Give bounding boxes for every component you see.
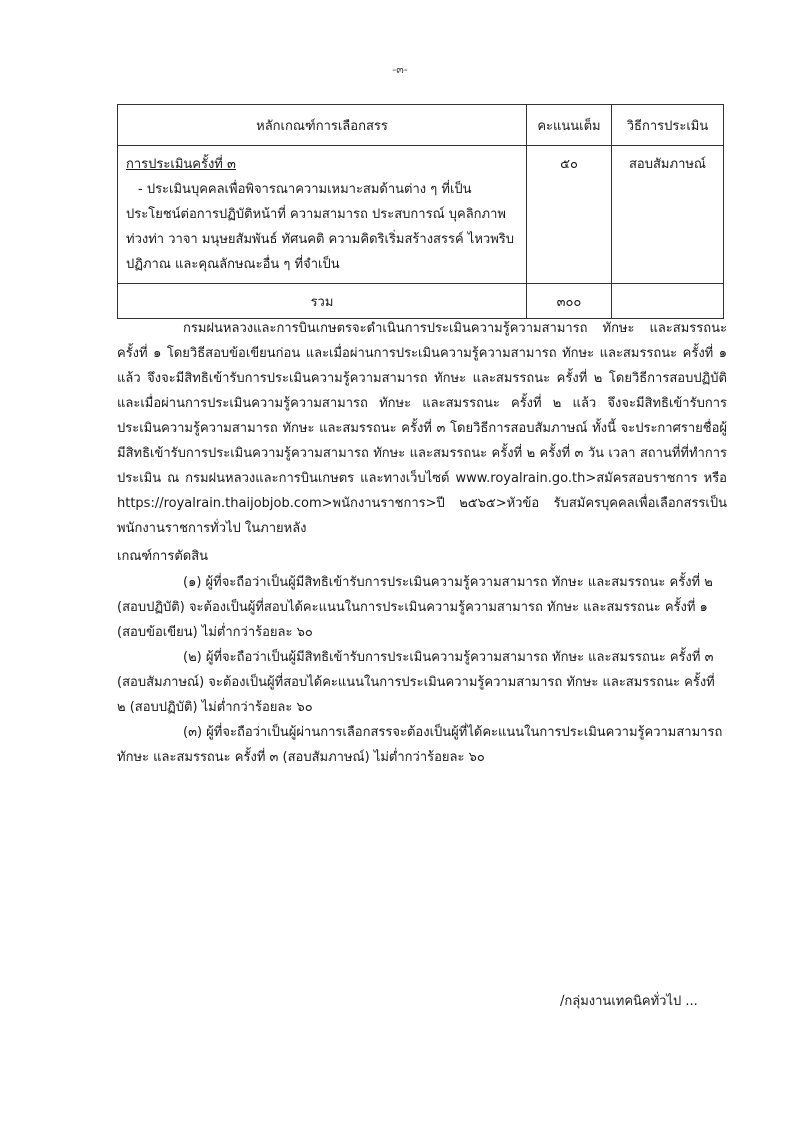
- round-title: การประเมินครั้งที่ ๓: [126, 157, 236, 172]
- total-label: รวม: [118, 284, 527, 319]
- round-description: - ประเมินบุคคลเพื่อพิจารณาความเหมาะสมด้านต่าง ๆ ที่เป็นประโยชน์ต่อการปฏิบัติหน้าที่ ความสามารถ ประสบการณ์ บุคลิกภาพ ท่วงท่า วาจา มนุษยสัมพันธ์ ทัศนคติ ความคิดริเริ่มสร้างสรรค์ ไหวพริบ ปฏิภาณ และคุณลักษณะอื่น ๆ ที่จำเป็น: [126, 182, 515, 272]
- table-header-row: [118, 105, 724, 146]
- total-method: [612, 284, 724, 319]
- score-value: ๕๐: [560, 157, 578, 172]
- continuation-marker: /กลุ่มงานเทคนิคทั่วไป ...: [560, 994, 698, 1009]
- method-cell: [612, 146, 724, 284]
- criteria-list: [117, 570, 727, 770]
- score-cell: [527, 146, 612, 284]
- header-full-score: คะแนนเต็ม: [527, 105, 612, 146]
- criteria-item-1: (๑) ผู้ที่จะถือว่าเป็นผู้มีสิทธิเข้ารับการประเมินความรู้ความสามารถ ทักษะ และสมรรถนะ ครั้งที่ ๒ (สอบปฏิบัติ) จะต้องเป็นผู้ที่สอบได้คะแนนในการประเมินความรู้ความสามารถ ทักษะ และสมรรถนะ ครั้งที่ ๑ (สอบข้อเขียน) ไม่ต่ำกว่าร้อยละ ๖๐: [117, 575, 713, 640]
- criteria-cell: [118, 146, 527, 284]
- method-value: สอบสัมภาษณ์: [629, 157, 706, 172]
- criteria-item-3: (๓) ผู้ที่จะถือว่าเป็นผู้ผ่านการเลือกสรรจะต้องเป็นผู้ที่ได้คะแนนในการประเมินความรู้ความสามารถ ทักษะ และสมรรถนะ ครั้งที่ ๓ (สอบสัมภาษณ์) ไม่ต่ำกว่าร้อยละ ๖๐: [117, 725, 723, 765]
- header-criteria: หลักเกณฑ์การเลือกสรร: [118, 105, 527, 146]
- criteria-heading: เกณฑ์การตัดสิน: [117, 549, 209, 564]
- header-method: วิธีการประเมิน: [612, 105, 724, 146]
- criteria-item-2: (๒) ผู้ที่จะถือว่าเป็นผู้มีสิทธิเข้ารับการประเมินความรู้ความสามารถ ทักษะ และสมรรถนะ ครั้งที่ ๓ (สอบสัมภาษณ์) จะต้องเป็นผู้ที่สอบได้คะแนนในการประเมินความรู้ความสามารถ ทักษะ และสมรรถนะ ครั้งที่ ๒ (สอบปฏิบัติ) ไม่ต่ำกว่าร้อยละ ๖๐: [117, 650, 715, 715]
- procedure-paragraph: กรมฝนหลวงและการบินเกษตรจะดำเนินการประเมินความรู้ความสามารถ ทักษะ และสมรรถนะ ครั้งที่ ๑ โดยวิธีสอบข้อเขียนก่อน และเมื่อผ่านการประเมินความรู้ความสามารถ ทักษะ และสมรรถนะ ครั้งที่ ๑ แล้ว จึงจะมีสิทธิเข้ารับการประเมินความรู้ความสามารถ ทักษะ และสมรรถนะ ครั้งที่ ๒ โดยวิธีการสอบปฏิบัติ และเมื่อผ่านการประเมินความรู้ความสามารถ ทักษะ และสมรรถนะ ครั้งที่ ๒ แล้ว จึงจะมีสิทธิเข้ารับการประเมินความรู้ความสามารถ ทักษะ และสมรรถนะ ครั้งที่ ๓ โดยวิธีการสอบสัมภาษณ์ ทั้งนี้ จะประกาศรายชื่อผู้มีสิทธิเข้ารับการประเมินความรู้ความสามารถ ทักษะ และสมรรถนะ ครั้งที่ ๒ ครั้งที่ ๓ วัน เวลา สถานที่ที่ทำการประเมิน ณ กรมฝนหลวงและการบินเกษตร และทางเว็บไซต์ www.royalrain.go.th>สมัครสอบราชการ หรือ https://royalrain.thaijobjob.com>พนักงานราชการ>ปี ๒๕๖๕>หัวข้อ รับสมัครบุคคลเพื่อเลือกสรรเป็นพนักงานราชการทั่วไป ในภายหลัง: [117, 321, 727, 536]
- total-score: ๓๐๐: [527, 284, 612, 319]
- page-number: -๓-: [392, 63, 408, 76]
- total-row: [118, 284, 724, 319]
- table-row: [118, 146, 724, 284]
- selection-criteria-table: [117, 104, 724, 319]
